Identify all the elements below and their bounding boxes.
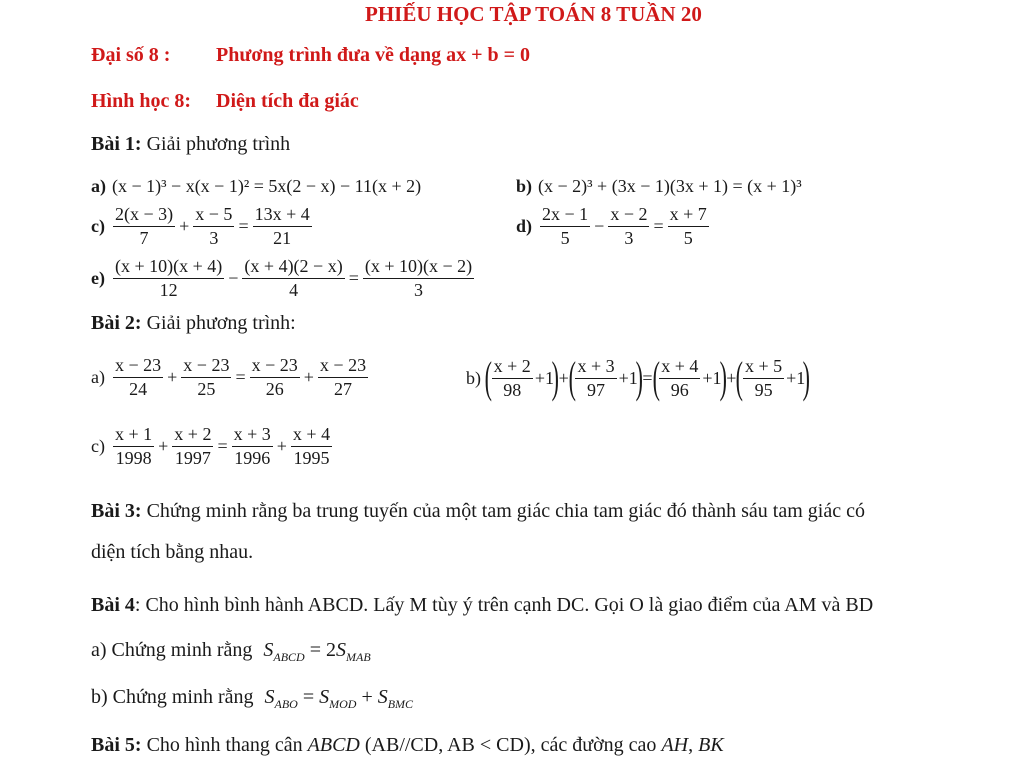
fraction: 2(x − 3) 7 [114, 204, 174, 248]
bai4-label: Bài 4 [91, 594, 135, 616]
bai1-b-label: b) [516, 176, 533, 196]
fraction: x + 1 1998 [114, 424, 153, 468]
fraction: $\frac{x + 4}{1995}$ [292, 424, 331, 468]
fraction: $\frac{(x + 4)(2 - x)}{4}$ [244, 256, 343, 300]
bai5-line: Bài 5: Cho hình thang cân ABCD (AB//CD, AB < CD), các đường cao AH, BK [91, 734, 724, 756]
fraction: x − 23 24 [114, 355, 162, 399]
bai1-text: Giải phương trình [146, 133, 291, 155]
fraction: (x + 10)(x + 4) 12 [114, 256, 223, 300]
bai1-d: d) 2x − 1 5 − $\frac{x - 2}{3}$ = $\frac{x + 7}{5}$ [516, 204, 707, 248]
bai1-e-label: e) [91, 267, 105, 288]
fraction: $\frac{x + 3}{1996}$ [233, 424, 271, 468]
bai3-text: Chứng minh rằng ba trung tuyến của một tam giác chia tam giác đó thành sáu tam giác có [146, 500, 865, 522]
bai1-c-label: c) [91, 215, 105, 236]
fraction: x + 5 95 [745, 355, 783, 400]
fraction: $\frac{x - 23}{25}$ [183, 355, 230, 399]
bai1-a-expr: (x − 1)³ − x(x − 1)² = 5x(2 − x) − 11(x + 2) [112, 176, 422, 196]
bai2-text: Giải phương trình: [146, 312, 296, 334]
geometry-topic: Diện tích đa giác [216, 90, 359, 112]
bai2-b: b) ( x + 2 98 +1 ) + ( x + 3 97 +1 ) = ( x + 4 96 +1 ) + ( x + 5 95 +1 ) [466, 353, 811, 402]
fraction: 2x − 1 5 [542, 204, 589, 248]
fraction: $\frac{x - 2}{3}$ [610, 204, 648, 248]
fraction: x + 4 96 [661, 355, 699, 400]
bai2-heading [91, 312, 296, 335]
bai2-a: a) x − 23 24 + $\frac{x - 23}{25}$ = $\frac{x - 23}{26}$ + $\frac{x - 23}{27}$ [91, 355, 367, 399]
bai4-text: : Cho hình bình hành ABCD. Lấy M tùy ý trên cạnh DC. Gọi O là giao điểm của AM và BD [134, 594, 874, 616]
bai2-b-label: b) [466, 367, 481, 388]
bai4-b: b) Chứng minh rằng $S_{ABO} = S_{MOD} + S_{BMC}$ [91, 686, 414, 711]
bai2-c-label: c) [91, 435, 105, 456]
bai2-a-label: a) [91, 366, 105, 387]
geometry-label: Hình học 8: [91, 90, 192, 112]
fraction: $\frac{x + 2}{1997}$ [174, 424, 212, 468]
bai3-label: Bài 3: [91, 500, 142, 522]
bai1-a [91, 176, 421, 197]
bai1-d-label: d) [516, 215, 533, 236]
bai1-e: e) (x + 10)(x + 4) 12 − $\frac{(x + 4)(2 - x)}{4}$ = $\frac{(x + 10)(x - 2)}{3}$ [91, 256, 473, 300]
bai4-a: a) Chứng minh rằng $S_{ABCD} = 2S_{MAB}$ [91, 639, 371, 664]
bai3-line2: diện tích bằng nhau. [91, 541, 254, 563]
algebra-topic: Phương trình đưa về dạng ax + b = 0 [216, 44, 531, 66]
algebra-label: Đại số 8 : [91, 44, 171, 66]
bai2-label: Bài 2: [91, 312, 142, 334]
bai5-label: Bài 5: [91, 734, 142, 756]
bai2-c: c) x + 1 1998 + $\frac{x + 2}{1997}$ = $\frac{x + 3}{1996}$ + $\frac{x + 4}{1995}$ [91, 424, 331, 468]
fraction: $\frac{x + 7}{5}$ [669, 204, 707, 248]
fraction: x + 2 98 [493, 355, 531, 400]
fraction: $\frac{x - 5}{3}$ [195, 204, 233, 248]
fraction: $\frac{x - 23}{26}$ [251, 355, 298, 399]
bai3-line1 [91, 500, 865, 523]
fraction: $\frac{(x + 10)(x - 2)}{3}$ [364, 256, 473, 300]
bai1-b-expr: (x − 2)³ + (3x − 1)(3x + 1) = (x + 1)³ [538, 176, 802, 196]
bai1-a-label: a) [91, 176, 106, 196]
fraction: $\frac{13x + 4}{21}$ [254, 204, 310, 248]
fraction: x + 3 97 [577, 355, 615, 400]
page-title: PHIẾU HỌC TẬP TOÁN 8 TUẦN 20 [365, 2, 702, 26]
bai1-label: Bài 1: [91, 133, 142, 155]
bai1-heading [91, 133, 290, 156]
fraction: $\frac{x - 23}{27}$ [319, 355, 367, 399]
bai1-c: c) 2(x − 3) 7 + $\frac{x - 5}{3}$ = $\frac{13x + 4}{21}$ [91, 204, 310, 248]
bai4-line [91, 594, 873, 617]
bai1-b [516, 176, 802, 197]
